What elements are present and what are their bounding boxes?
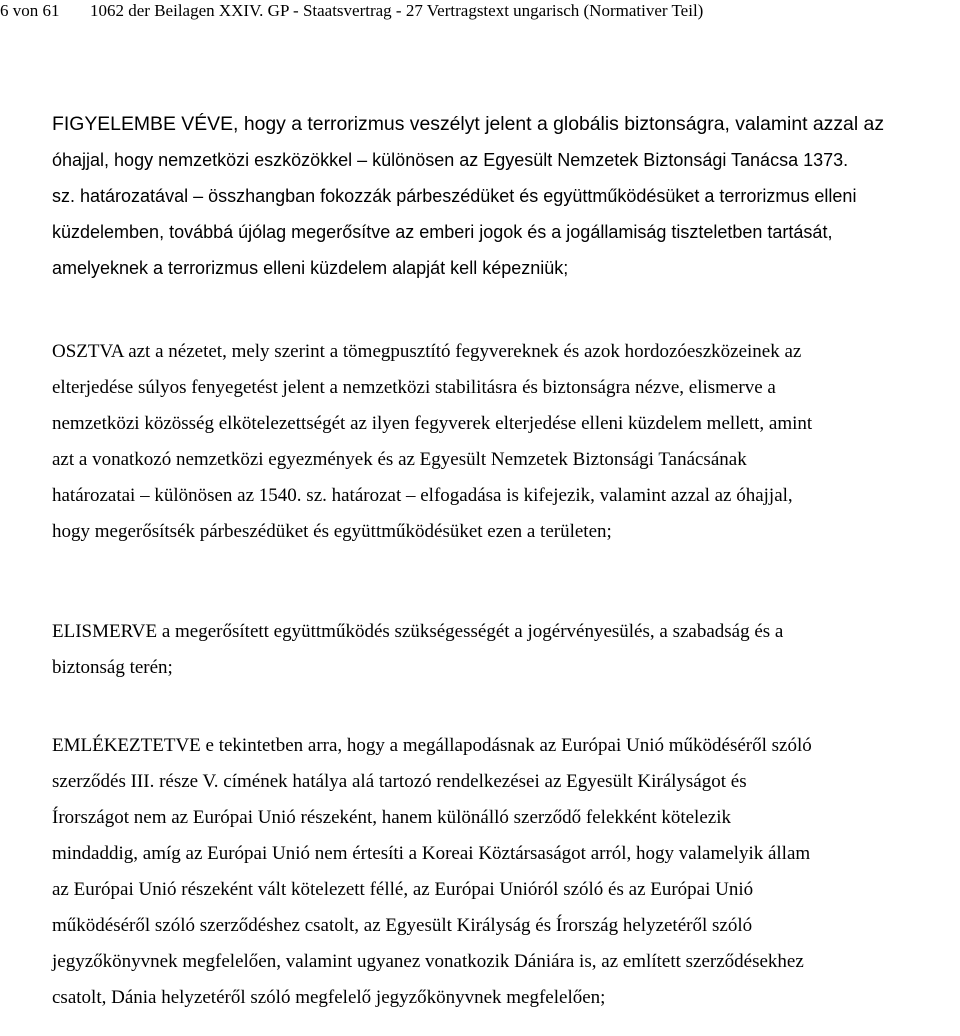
paragraph-osztva (52, 334, 932, 550)
text-line: elterjedése súlyos fenyegetést jelent a nemzetközi stabilitásra és biztonságra nézve, elismerve a (52, 377, 776, 398)
text-line: határozatai – különösen az 1540. sz. határozat – elfogadása is kifejezik, valamint azzal az óhajjal, (52, 485, 793, 506)
text-line: biztonság terén; (52, 657, 173, 678)
text-line: mindaddig, amíg az Európai Unió nem értesíti a Koreai Köztársaságot arról, hogy valamelyik állam (52, 843, 811, 864)
text-line: EMLÉKEZTETVE e tekintetben arra, hogy a megállapodásnak az Európai Unió működéséről szóló (52, 735, 812, 756)
header-title: 1062 der Beilagen XXIV. GP - Staatsvertrag - 27 Vertragstext ungarisch (Normativer Teil) (90, 1, 704, 20)
text-line: csatolt, Dánia helyzetéről szóló megfelelő jegyzőkönyvnek megfelelően; (52, 987, 606, 1008)
page-number: 6 von 61 (0, 1, 60, 20)
page-header (0, 0, 960, 22)
text-line: OSZTVA azt a nézetet, mely szerint a tömegpusztító fegyvereknek és azok hordozóeszközeinek az (52, 341, 802, 362)
text-line: szerződés III. része V. címének hatálya alá tartozó rendelkezései az Egyesült Királyságot és (52, 771, 747, 792)
paragraph-emlekeztetve (52, 728, 932, 1016)
text-line: óhajjal, hogy nemzetközi eszközökkel – különösen az Egyesült Nemzetek Biztonsági Tanácsa 1373. (52, 150, 849, 170)
text-line: amelyeknek a terrorizmus elleni küzdelem alapját kell képezniük; (52, 258, 569, 278)
text-line: nemzetközi közösség elkötelezettségét az ilyen fegyverek elterjedése elleni küzdelem mellett, amint (52, 413, 813, 434)
text-line: Írországot nem az Európai Unió részeként, hanem különálló szerződő felekként kötelezik (52, 807, 731, 828)
text-line: FIGYELEMBE VÉVE, hogy a terrorizmus veszélyt jelent a globális biztonságra, valamint azzal az (52, 113, 885, 135)
text-line: az Európai Unió részeként vált kötelezett féllé, az Európai Unióról szóló és az Európai Unió (52, 879, 754, 900)
text-line: jegyzőkönyvnek megfelelően, valamint ugyanez vonatkozik Dániára is, az említett szerződésekhez (52, 951, 804, 972)
paragraph-figyelembe-veve (52, 106, 932, 286)
text-line: működéséről szóló szerződéshez csatolt, az Egyesült Királyság és Írország helyzetéről szóló (52, 915, 753, 936)
text-line: küzdelemben, továbbá újólag megerősítve az emberi jogok és a jogállamiság tiszteletben tartását, (52, 222, 833, 242)
text-line: azt a vonatkozó nemzetközi egyezmények és az Egyesült Nemzetek Biztonsági Tanácsának (52, 449, 747, 470)
text-line: ELISMERVE a megerősített együttműködés szükségességét a jogérvényesülés, a szabadság és a (52, 621, 784, 642)
text-line: sz. határozatával – összhangban fokozzák párbeszédüket és együttműködésüket a terrorizmus elleni (52, 186, 857, 206)
text-line: hogy megerősítsék párbeszédüket és együttműködésüket ezen a területen; (52, 521, 612, 542)
paragraph-elismerve (52, 614, 932, 686)
